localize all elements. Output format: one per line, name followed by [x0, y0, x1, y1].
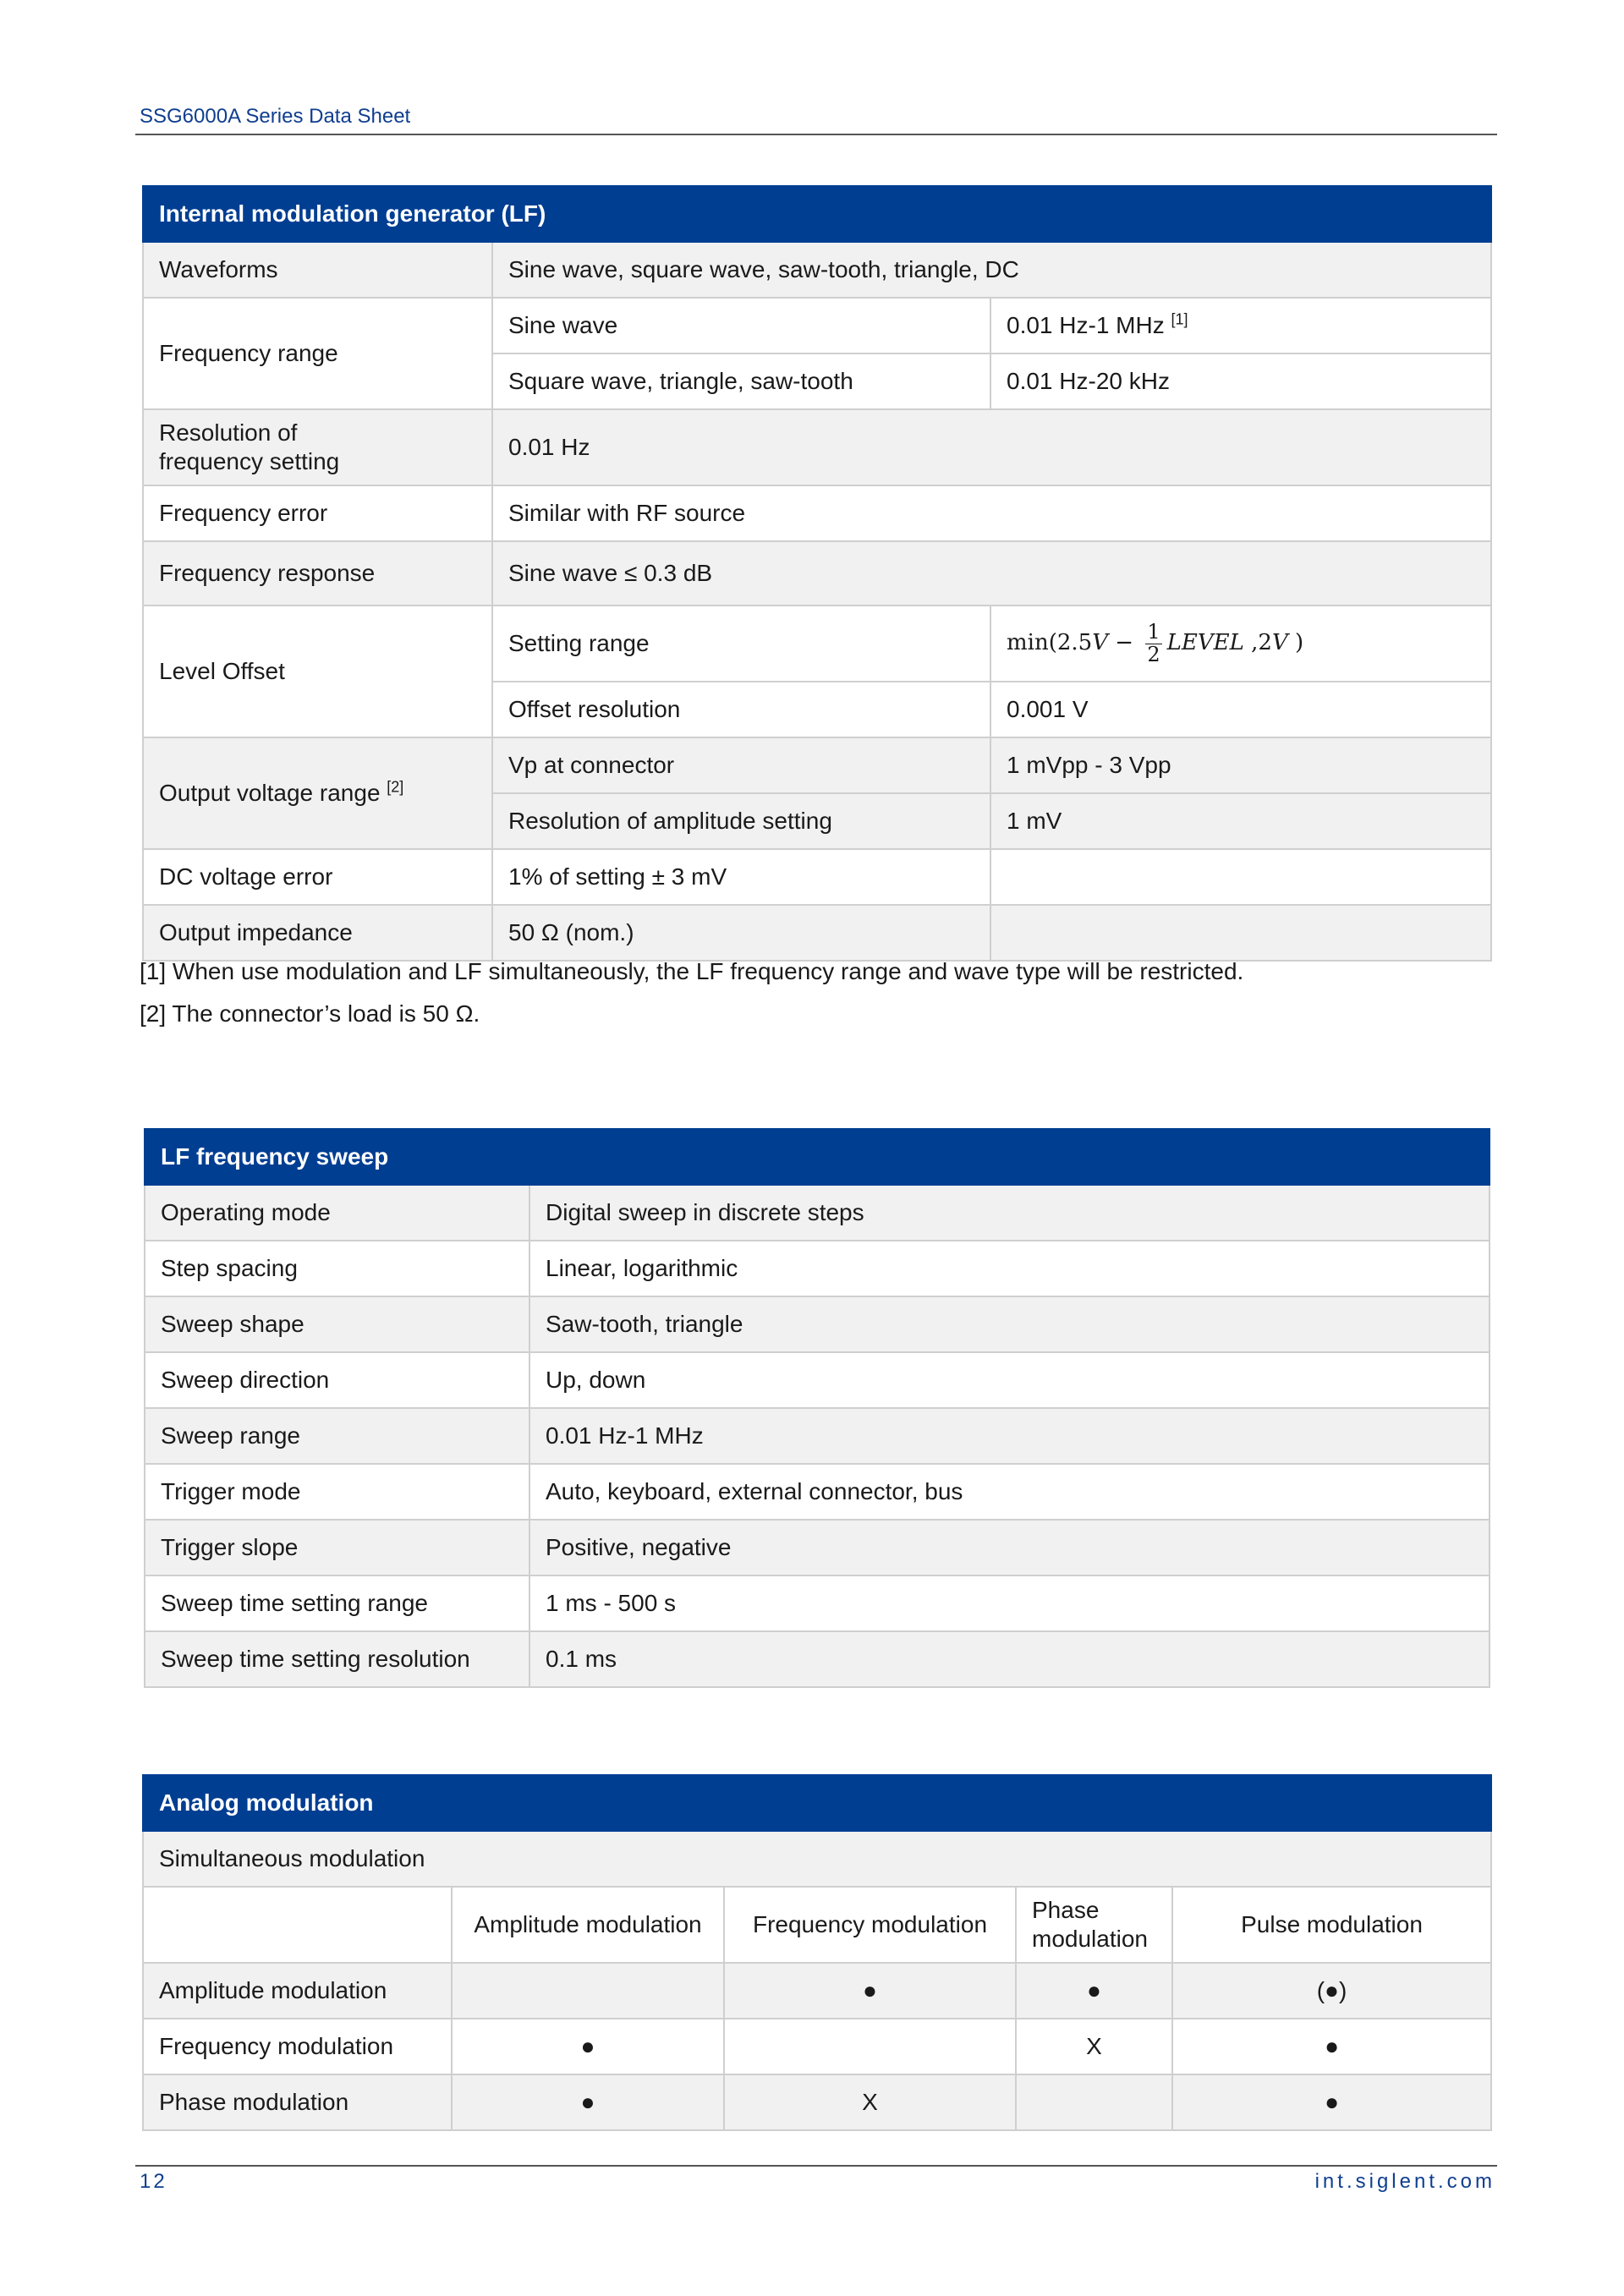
- formula-v2: V: [1271, 630, 1288, 656]
- level-offset-label: Level Offset: [143, 606, 492, 737]
- document-title: SSG6000A Series Data Sheet: [140, 105, 411, 128]
- matrix-cell: [724, 2019, 1016, 2074]
- table-row: [143, 606, 1491, 682]
- resolution-label-text: Resolution of frequency setting: [159, 419, 340, 474]
- lf-generator-title: Internal modulation generator (LF): [143, 186, 1491, 242]
- freq-range-label: Frequency range: [143, 298, 492, 409]
- dc-error-empty: [990, 849, 1491, 905]
- sweep-row-value: Up, down: [529, 1352, 1490, 1408]
- matrix-cell: X: [1016, 2019, 1172, 2074]
- sweep-row-label: Sweep time setting resolution: [145, 1631, 529, 1687]
- matrix-cell: ●: [452, 2019, 724, 2074]
- table-row: [145, 1520, 1490, 1575]
- sweep-row-value: Digital sweep in discrete steps: [529, 1185, 1490, 1241]
- row-header: Amplitude modulation: [143, 1963, 452, 2019]
- sweep-row-label: Operating mode: [145, 1185, 529, 1241]
- col-header: Amplitude modulation: [452, 1887, 724, 1963]
- freq-error-label: Frequency error: [143, 485, 492, 541]
- impedance-label: Output impedance: [143, 905, 492, 961]
- formula-den: 2: [1147, 642, 1160, 666]
- analog-mod-table: [142, 1774, 1492, 2131]
- table-row: [143, 1831, 1491, 1887]
- formula-level: LEVEL: [1166, 630, 1244, 656]
- sweep-row-value: 0.01 Hz-1 MHz: [529, 1408, 1490, 1464]
- formula: [1007, 622, 1303, 665]
- corner-cell: [143, 1887, 452, 1963]
- formula-v1: V: [1092, 630, 1108, 656]
- sweep-row-label: Trigger slope: [145, 1520, 529, 1575]
- table-row: [145, 1631, 1490, 1687]
- dc-error-label: DC voltage error: [143, 849, 492, 905]
- header-divider: [135, 134, 1497, 135]
- level-offset-setting-label: Setting range: [492, 606, 990, 682]
- table-row: [143, 2019, 1491, 2074]
- lf-sweep-title: LF frequency sweep: [145, 1129, 1490, 1185]
- table-row: [145, 1185, 1490, 1241]
- table-row: [143, 1963, 1491, 2019]
- matrix-cell: ●: [1016, 1963, 1172, 2019]
- freq-range-sine-text: 0.01 Hz-1 MHz: [1007, 312, 1165, 339]
- level-offset-formula: [990, 606, 1491, 682]
- table-row: [145, 1241, 1490, 1296]
- resolution-label: [143, 409, 492, 485]
- table-row: [143, 849, 1491, 905]
- formula-prefix: min(2.5: [1007, 630, 1093, 656]
- sweep-row-value: Saw-tooth, triangle: [529, 1296, 1490, 1352]
- output-voltage-text: Output voltage range: [159, 780, 381, 807]
- sweep-row-value: Positive, negative: [529, 1520, 1490, 1575]
- table-row: [143, 409, 1491, 485]
- sweep-row-label: Sweep time setting range: [145, 1575, 529, 1631]
- sweep-row-label: Sweep range: [145, 1408, 529, 1464]
- row-header: Frequency modulation: [143, 2019, 452, 2074]
- formula-sep: ,2: [1243, 630, 1272, 656]
- footnote-ref-1: [1]: [1171, 310, 1188, 328]
- formula-fraction: [1145, 622, 1161, 665]
- footnote-2: [2] The connector’s load is 50 Ω.: [140, 1000, 480, 1027]
- sweep-row-label: Trigger mode: [145, 1464, 529, 1520]
- freq-response-label: Frequency response: [143, 541, 492, 606]
- amp-res-label: Resolution of amplitude setting: [492, 793, 990, 849]
- freq-range-sine-label: Sine wave: [492, 298, 990, 353]
- sweep-row-label: Sweep shape: [145, 1296, 529, 1352]
- sweep-row-label: Step spacing: [145, 1241, 529, 1296]
- offset-res-label: Offset resolution: [492, 682, 990, 737]
- analog-mod-title: Analog modulation: [143, 1775, 1491, 1831]
- footnote-ref-2: [2]: [387, 778, 404, 796]
- page-number: 12: [140, 2170, 167, 2193]
- sweep-row-value: 1 ms - 500 s: [529, 1575, 1490, 1631]
- table-row: [145, 1352, 1490, 1408]
- output-voltage-label: [143, 737, 492, 849]
- table-row: [145, 1575, 1490, 1631]
- freq-range-other-label: Square wave, triangle, saw-tooth: [492, 353, 990, 409]
- formula-minus: −: [1108, 630, 1141, 656]
- matrix-cell: (●): [1172, 1963, 1491, 2019]
- col-header: Pulse modulation: [1172, 1887, 1491, 1963]
- freq-response-value: Sine wave ≤ 0.3 dB: [492, 541, 1491, 606]
- vp-value: 1 mVpp - 3 Vpp: [990, 737, 1491, 793]
- sweep-row-label: Sweep direction: [145, 1352, 529, 1408]
- website-link[interactable]: int.siglent.com: [1314, 2170, 1495, 2193]
- row-header: Phase modulation: [143, 2074, 452, 2130]
- waveforms-value: Sine wave, square wave, saw-tooth, triangle, DC: [492, 242, 1491, 298]
- table-row: [143, 905, 1491, 961]
- impedance-value: 50 Ω (nom.): [492, 905, 990, 961]
- footer-divider: [135, 2165, 1497, 2167]
- matrix-cell: ●: [1172, 2019, 1491, 2074]
- table-row: [143, 541, 1491, 606]
- matrix-cell: ●: [452, 2074, 724, 2130]
- formula-num: 1: [1147, 620, 1160, 644]
- matrix-cell: X: [724, 2074, 1016, 2130]
- sweep-row-value: Auto, keyboard, external connector, bus: [529, 1464, 1490, 1520]
- resolution-value: 0.01 Hz: [492, 409, 1491, 485]
- sweep-row-value: 0.1 ms: [529, 1631, 1490, 1687]
- lf-generator-table: [142, 185, 1492, 962]
- freq-range-other-value: 0.01 Hz-20 kHz: [990, 353, 1491, 409]
- footnote-1: [1] When use modulation and LF simultaneously, the LF frequency range and wave type will be restricted.: [140, 958, 1244, 984]
- lf-sweep-table: [144, 1128, 1490, 1688]
- matrix-cell: ●: [1172, 2074, 1491, 2130]
- freq-range-sine-value: [990, 298, 1491, 353]
- vp-label: Vp at connector: [492, 737, 990, 793]
- dc-error-value: 1% of setting ± 3 mV: [492, 849, 990, 905]
- table-row: [143, 737, 1491, 793]
- table-row: [145, 1464, 1490, 1520]
- offset-res-value: 0.001 V: [990, 682, 1491, 737]
- impedance-empty: [990, 905, 1491, 961]
- table-header-row: [143, 1887, 1491, 1963]
- col-header: Frequency modulation: [724, 1887, 1016, 1963]
- table-row: [145, 1408, 1490, 1464]
- freq-error-value: Similar with RF source: [492, 485, 1491, 541]
- sweep-row-value: Linear, logarithmic: [529, 1241, 1490, 1296]
- matrix-cell: ●: [724, 1963, 1016, 2019]
- waveforms-label: Waveforms: [143, 242, 492, 298]
- table-row: [143, 485, 1491, 541]
- table-row: [145, 1296, 1490, 1352]
- table-row: [143, 298, 1491, 353]
- amp-res-value: 1 mV: [990, 793, 1491, 849]
- analog-mod-subtitle: Simultaneous modulation: [143, 1831, 1491, 1887]
- formula-suffix: ): [1287, 630, 1304, 656]
- table-row: [143, 242, 1491, 298]
- matrix-cell: [1016, 2074, 1172, 2130]
- table-row: [143, 2074, 1491, 2130]
- col-header: Phase modulation: [1016, 1887, 1172, 1963]
- matrix-cell: [452, 1963, 724, 2019]
